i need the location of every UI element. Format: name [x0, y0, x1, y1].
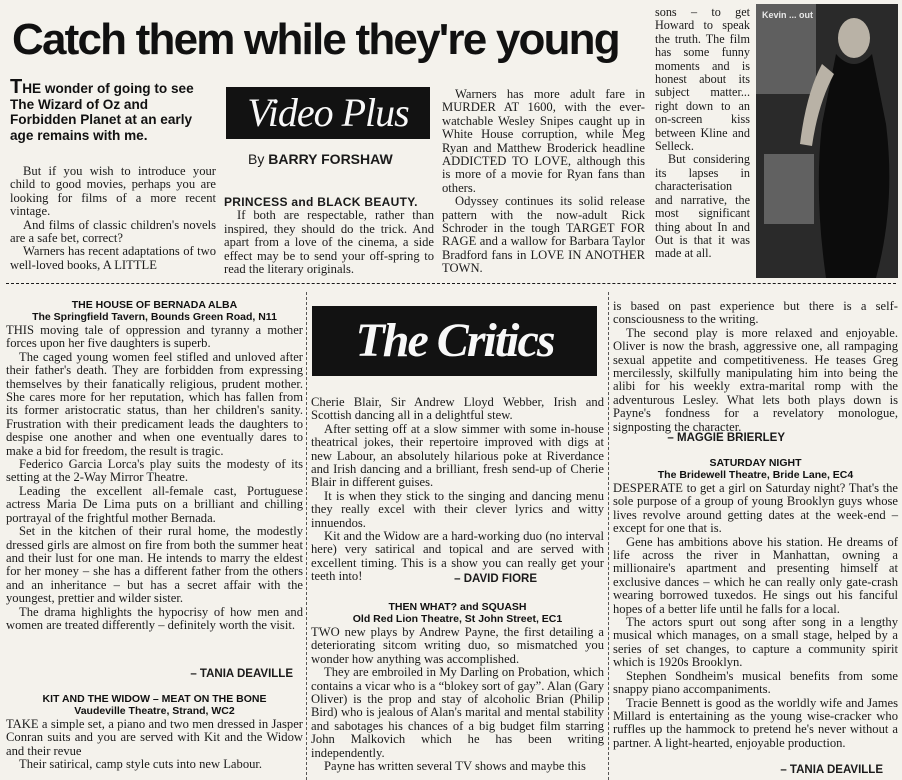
paragraph: The drama highlights the hypocrisy of how men and women are treated differently – definitely worth the visit. [6, 604, 303, 632]
paragraph: Leading the excellent all-female cast, Portuguese actress Maria De Lima puts on a brilliant and chilling portrayal of the frightful mother Bernada. [6, 483, 303, 525]
paragraph: Payne has written several TV shows and maybe this [324, 759, 586, 774]
paragraph: Warners has recent adaptations of two well-loved books, A LITTLE [10, 244, 216, 272]
review-3-continued [613, 300, 898, 434]
column-rule [306, 292, 307, 780]
photo-caption: Kevin ... out [762, 10, 814, 20]
review-1-signature: – TANIA DEAVILLE [190, 668, 293, 680]
paragraph: The caged young women feel stifled and unloved after their father's death. They are forbidden from expressing themselves by their fanatically religious, prudent mother. She cares more for her reputation, which has fallen from its former aristocratic status, than her children's sanity. Frustration with their predicament leads the daughters to despise one another and when one eventually dares to make a bid for freedom, the result is tragic. [6, 349, 303, 458]
paragraph: If both are respectable, rather than inspired, they should do the trick. And apart from a love of the cinema, a side effect may be to send your off-spring to read the literary originals. [224, 208, 434, 277]
paragraph: Cherie Blair, Sir Andrew Lloyd Webber, Irish and Scottish dancing all in a delightful stew. [311, 395, 604, 423]
paragraph: Warners has more adult fare in MURDER AT 1600, with the ever-watchable Wesley Snipes caught up in White House corruption, while Meg Ryan and Matthew Broderick headline ADDICTED TO LOVE, although this is more of a movie for Ryan fans than others. [442, 87, 645, 195]
review-3-venue: Old Red Lion Theatre, St John Street, EC1 [352, 613, 563, 625]
review-1-title: THE HOUSE OF BERNADA ALBA [71, 299, 238, 311]
video-column-3 [442, 88, 645, 276]
paragraph: Federico Garcia Lorca's play suits the modesty of its setting at the 2-Way Mirror Theatre. [6, 457, 303, 485]
review-2-body [6, 718, 303, 772]
review-2-continued [311, 396, 604, 584]
intro-dropcap: T [10, 76, 23, 98]
paragraph: It is when they stick to the singing and dancing menu they really excel with their clever lyrics and witty innuendos. [311, 488, 604, 530]
paragraph: But considering its lapses in characterisation and narrative, the most significant thing about In and Out is that it was made at all. [655, 152, 750, 261]
headline: Catch them while they're young [12, 15, 619, 64]
review-3-body [311, 626, 604, 773]
review-4-venue: The Bridewell Theatre, Bride Lane, EC4 [657, 469, 854, 481]
paragraph: sons – to get Howard to speak the truth. The film has some funny moments and is honest about its subject matter... right down to an on-screen kiss between Kline and Selleck. [655, 5, 750, 154]
paragraph: Their satirical, camp style cuts into new Labour. [19, 757, 263, 772]
paragraph: TWO new plays by Andrew Payne, the first detailing a deteriorating sitcom writing duo, so mismatched you wonder how anything was accomplished. [311, 625, 604, 666]
review-1-venue: The Springfield Tavern, Bounds Green Road, N11 [32, 311, 277, 323]
paragraph: Tracie Bennett is good as the worldly wife and James Millard is entertaining as the young wise-cracker who ruffles up the hammock to pretend he's never without a partner. A light-hearted, enjoyable production. [613, 695, 898, 750]
paragraph: DESPERATE to get a girl on Saturday night? That's the sole purpose of a group of young Brooklyn guys whose lives revolve around getting dates at the week-end – except for one that is. [613, 481, 898, 536]
paragraph: And films of classic children's novels are a safe bet, correct? [10, 217, 216, 246]
review-4-body [613, 482, 898, 750]
review-3-title: THEN WHAT? and SQUASH [388, 601, 527, 613]
review-3-signature: – MAGGIE BRIERLEY [667, 432, 785, 444]
paragraph: TAKE a simple set, a piano and two men dressed in Jasper Conran suits and you are served with Kit and the Widow and their revue [6, 717, 303, 758]
paragraph: Gene has ambitions above his station. He dreams of life across the river in Manhattan, owning a millionaire's apartment and presenting himself at exclusive dances – which he can really only gate-crash wearing borrowed tuxedos. He sings out his fanciful hopes of a better life until he falls for a local. [613, 534, 898, 616]
paragraph: Set in the kitchen of their rural home, the modestly dressed girls are almost on fire from both the summer heat and their lust for one man. He intends to marry the eldest for her money – she has a different father from the others and an inheritance – but has a secret affair with the youngest, prettier and wilder sister. [6, 524, 303, 606]
paragraph: They are embroiled in My Darling on Probation, which contains a vicar who is a “blokey sort of gay”. Alan (Gary Oliver) is the prop and stay of alcoholic Brian (Philip Bird) who is jealous of Alan's marital and mental stability and sabotages his chances of a big budget film starring John Malkovich which he has been writing independently. [311, 665, 604, 760]
paragraph: Stephen Sondheim's musical benefits from some snappy piano accompaniments. [613, 668, 898, 697]
byline-prefix: By [248, 151, 265, 167]
review-2-title: KIT AND THE WIDOW – MEAT ON THE BONE [42, 693, 267, 705]
intro-paragraph [10, 76, 216, 143]
review-1-body [6, 324, 303, 632]
video-column-2 [224, 196, 434, 276]
paragraph: After setting off at a slow simmer with some in-house theatrical jokes, their repertoire improved with digs at new Labour, an absolutely hilarious poke at Riverdance and Irish dancing and a brilliant, fresh send-up of Cherie Blair in different guises. [311, 421, 604, 490]
review-4-title: SATURDAY NIGHT [709, 457, 802, 469]
paragraph-lead: PRINCESS and BLACK BEAUTY. [224, 195, 418, 209]
video-column-1 [10, 165, 216, 272]
paragraph: But if you wish to introduce your child to good movies, perhaps you are looking for films of a more recent vintage. [10, 164, 216, 219]
column-rule [608, 292, 609, 780]
photo-silhouette-graphic [756, 4, 898, 278]
review-2-venue: Vaudeville Theatre, Strand, WC2 [74, 705, 235, 717]
paragraph: THIS moving tale of oppression and tyranny a mother forces upon her five daughters is superb. [6, 323, 303, 351]
video-plus-banner: Video Plus [226, 87, 430, 139]
byline-name: BARRY FORSHAW [268, 151, 393, 167]
paragraph: is based on past experience but there is a self-consciousness to the writing. [613, 299, 898, 327]
critics-banner: The Critics [312, 306, 597, 376]
paragraph: The actors spurt out song after song in a lengthy musical which manages, on a small stage, helped by a series of set changes, to capture a community spirit which is 1920s Brooklyn. [613, 615, 898, 670]
section-divider [6, 283, 896, 284]
paragraph: Kit and the Widow are a hard-working duo (no interval here) very satirical and topical and are served with excellent timing. This is a show you can really get your teeth into! [311, 529, 604, 584]
film-still-photo [756, 4, 898, 278]
byline [248, 151, 428, 167]
video-column-4 [655, 6, 750, 261]
paragraph: The second play is more relaxed and enjoyable. Oliver is now the brash, aggressive one, all rampaging sexual appetite and competitiveness. He teases Greg mercilessly, skilfully manipulating him into being the alibi for his weekly extra-marital romp with the adventurous Lesley. What lets both plays down is Payne's fondness for a revelatory monologue, signposting the character. [613, 325, 898, 434]
paragraph: Odyssey continues its solid release pattern with the now-adult Rick Schroder in the tough TARGET FOR RAGE and a wallow for Barbara Taylor Bradford fans in LOVE IN ANOTHER TOWN. [442, 194, 645, 276]
review-4-signature: – TANIA DEAVILLE [780, 764, 883, 776]
intro-text: HE wonder of going to see The Wizard of Oz and Forbidden Planet at an early age remains with me. [10, 81, 194, 143]
review-2-signature: – DAVID FIORE [454, 573, 537, 585]
